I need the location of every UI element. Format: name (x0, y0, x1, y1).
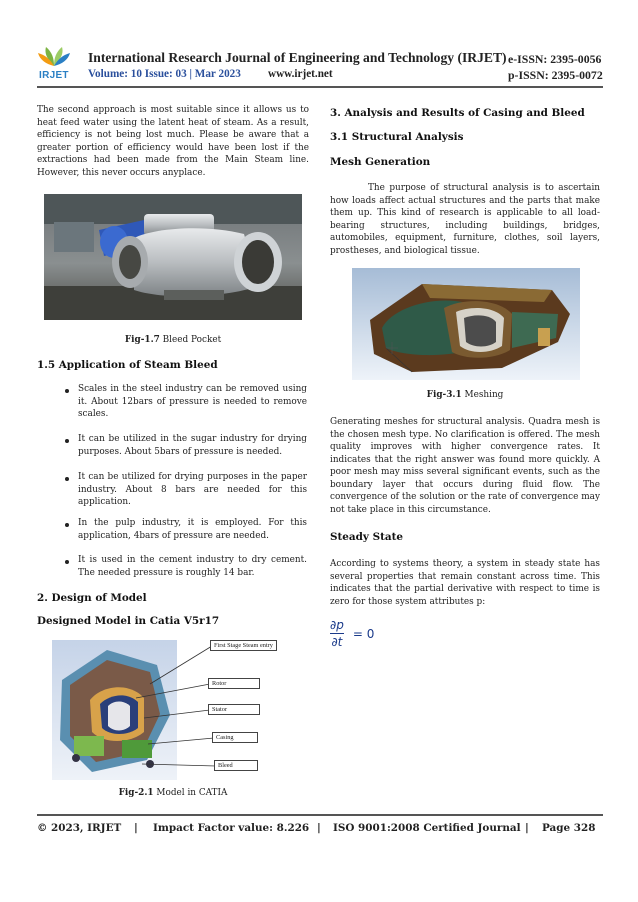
fig-3-1-caption (330, 390, 600, 400)
bullet-dot (65, 477, 69, 481)
structural-analysis-paragraph: The purpose of structural analysis is to ascertain how loads affect actual structures and the parts that make them up. This kind of research is applicable to all load-bearing structures, including buildings, bridges, automobiles, equipment, furniture, clothes, soil layers, prostheses, and biological tissue. (330, 183, 600, 256)
catia-subheading: Designed Model in Catia V5r17 (37, 615, 220, 627)
footer-copyright: © 2023, IRJET (37, 822, 122, 834)
mesh-generation-heading: Mesh Generation (330, 156, 431, 168)
fig-1-7-caption-text: Bleed Pocket (159, 335, 222, 345)
journal-logo (36, 44, 72, 84)
fig-2-1-label: Fig-2.1 (118, 788, 154, 798)
bullet-dot (65, 523, 69, 527)
journal-title: International Research Journal of Engineering and Technology (IRJET) (88, 50, 507, 65)
equation-numerator: ∂p (330, 618, 344, 632)
fig-2-1-caption (37, 788, 309, 798)
bullet-item-1: Scales in the steel industry can be removed using it. About 12bars of pressure is needed to remove scales. (78, 384, 307, 419)
callout-bleed: Bleed (214, 760, 258, 771)
steady-state-paragraph: According to systems theory, a system in steady state has several properties that remain constant across time. This indicates that the partial derivative with respect to time is zero for those system attributes p: (330, 559, 600, 607)
header-rule (37, 86, 603, 88)
section-3-1-heading: 3.1 Structural Analysis (330, 131, 464, 143)
fig-3-1-label: Fig-3.1 (426, 390, 462, 400)
logo-text: IRJET (39, 70, 69, 81)
bullet-item-2: It can be utilized in the sugar industry for drying purposes. About 5bars of pressure is needed. (78, 434, 307, 457)
bullet-dot (65, 439, 69, 443)
section-2-heading: 2. Design of Model (37, 592, 147, 604)
section-3-heading: 3. Analysis and Results of Casing and Bleed (330, 107, 585, 119)
volume-issue: Volume: 10 Issue: 03 | Mar 2023 (88, 68, 241, 80)
mesh-paragraph: Generating meshes for structural analysis. Quadra mesh is the chosen mesh type. No clarification is offered. The mesh quality improves with higher convergence rates. It indicates that the right answer was found more quickly. A poor mesh may miss several significant events, such as the boundary layer that occurs during fluid flow. The convergence of the solution or the rate of convergence may not take place in this circumstance. (330, 417, 600, 515)
equation-denominator: ∂t (331, 635, 343, 649)
pissn: p-ISSN: 2395-0072 (508, 68, 603, 82)
intro-paragraph: The second approach is most suitable since it allows us to heat feed water using the latent heat of steam. As a result, efficiency is not being lost much. Please be aware that a greater portion of efficiency would have been lost if the extractions had been made from the Main Steam line. However, this never occurs anyplace. (37, 105, 309, 178)
eissn: e-ISSN: 2395-0056 (508, 52, 602, 66)
steady-state-equation (330, 618, 374, 654)
fig-3-1-caption-text: Meshing (461, 390, 504, 400)
footer-page-number: Page 328 (542, 822, 596, 834)
bullet-item-4: In the pulp industry, it is employed. For this application, 4bars of pressure are needed. (78, 518, 307, 541)
fig-2-1-catia-model (52, 640, 297, 780)
fig-1-7-label: Fig-1.7 (124, 335, 160, 345)
footer-separator: | (525, 822, 529, 834)
fig-1-7-bleed-pocket-photo (44, 194, 302, 320)
fig-2-1-caption-text: Model in CATIA (153, 788, 228, 798)
equation-fraction-bar (330, 633, 344, 634)
callout-stator: Stator (208, 704, 260, 715)
steady-state-heading: Steady State (330, 531, 404, 543)
footer-rule (37, 814, 603, 816)
journal-url[interactable]: www.irjet.net (268, 68, 333, 80)
fig-1-7-caption (37, 335, 309, 345)
bullet-dot (65, 560, 69, 564)
bullet-item-3: It can be utilized for drying purposes in the paper industry. About 8 bars are needed for this application. (78, 472, 307, 507)
bullet-dot (65, 389, 69, 393)
footer-impact-factor: Impact Factor value: 8.226 (153, 822, 310, 834)
bullet-item-5: It is used in the cement industry to dry cement. The needed pressure is roughly 14 bar. (78, 555, 307, 578)
callout-rotor: Rotor (208, 678, 260, 689)
section-1-5-heading: 1.5 Application of Steam Bleed (37, 359, 218, 371)
equation-rhs: = 0 (352, 626, 375, 641)
footer-separator: | (317, 822, 321, 834)
footer-iso: ISO 9001:2008 Certified Journal (333, 822, 521, 834)
fig-3-1-meshing-image (352, 268, 580, 380)
footer-separator: | (134, 822, 138, 834)
callout-casing: Casing (212, 732, 258, 743)
callout-first-stage-steam-entry: First Stage Steam entry (210, 640, 277, 651)
